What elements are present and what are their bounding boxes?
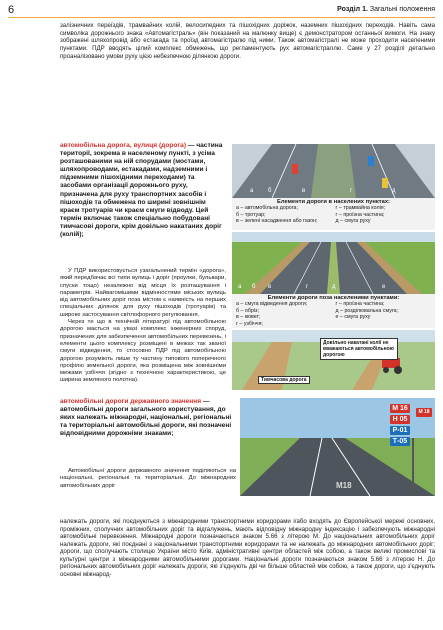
city-caption-item: а – автомобільна дорога; <box>236 205 298 212</box>
city-caption-item: д – смуга руху <box>335 218 371 225</box>
figure-rural-caption <box>232 294 435 328</box>
city-caption-title: Елементи дороги в населених пунктах: <box>277 199 390 205</box>
body-paragraph-2: Через те що в технічній літературі під автомобільною дорогою мається на увазі комплекс інженерних споруд, призначених для забезпечення автомобільних перевезень, і елементи цього комплексу розміщені в межах так званої смуги відведення, то стосовно ПДР під автомобільною дорогою розуміють лише ту частину типового поперечного профілю земельної дороги, яка розміщена між зовнішніми межами узбіччя (згідно з технічною характеристикою, це ширина земляного полотна). <box>60 319 226 384</box>
definition-road <box>60 142 226 239</box>
road-marking: М18 <box>336 481 352 490</box>
definition-state-roads <box>60 398 236 438</box>
city-label-c: в <box>302 188 306 194</box>
rural-label-f: е <box>382 284 386 290</box>
sign-m16: М 16 <box>390 404 410 413</box>
sign-h05: Н 05 <box>390 415 410 424</box>
city-caption-item: г – трамвайна колія; <box>335 205 386 212</box>
city-label-a: а <box>250 188 254 194</box>
rural-road-illustration <box>232 232 435 294</box>
section-label: Розділ 1. <box>337 6 368 13</box>
intro-text: залізничних переїздів, трамвайних колій, велосипедних та пішохідних доріжок, наземних пішохідних переходів. Навіть сама символіка дорожнього знака «Автомагістраль» (він показаний на малюнку вище) є демонстратором останньої вимоги. На знаку зображені шляхопровід або естакада та проїзд автомагістралю під ними. Також автомагістралі не може проходити населеними пунктами. ПДР вводять цілий комплекс обмежень, що регламентують рух автомагістраллю. Саме у 27 розділі детально проаналізовано умови руху цією небезпечною ділянкою дороги. <box>60 22 435 60</box>
city-caption-item: г – проїзна частина; <box>335 211 385 218</box>
state-paragraph-text: Автомобільні дороги державного значення поділяються на національні, регіональні та територіальні. До міжнародних автомобільних доріг <box>60 468 236 489</box>
definition-state-text: автомобільні дороги загального користування, до яких належать міжнародні, національні, регіональні та територіальні автомобільні дороги, які позначені відповідними дорожніми знаками; <box>60 406 232 438</box>
state-paragraph <box>60 468 236 490</box>
section-title: Загальні положення <box>369 6 435 13</box>
rural-caption-item: в – кювет; <box>236 314 261 321</box>
rural-caption-item: г – проїзна частина; <box>335 301 385 308</box>
full-width-paragraph <box>60 518 435 578</box>
header-rule <box>8 17 435 18</box>
rural-caption-title: Елементи дороги поза населеними пунктами: <box>267 295 400 301</box>
intro-paragraph <box>60 22 435 61</box>
full-paragraph-text: належать дороги, які поєднуються з міжнародними транспортними коридорами і/або входять до Європейської мережі основних, проміжних, сполучних автомобільних доріг та відгалужень, мають відповідну міжнародну індексацію і забезпечують міжнародні автомобільні перевезення. Міжнародні дороги позначаються знаком 5.66 з літерою М. До національних автомобільних доріг належать дороги, які поєднані з національними транспортними коридорами та не належать до міжнародних автомобільних доріг; дороги, що сполучають столицю України місто Київ, адміністративні центри областей між собою, а також великі промислові та культурні центри з міжнародними автомобільними дорогами. Національні дороги позначаються знаком 5.66 з літерою Н. До регіональних автомобільних доріг належать дороги, які з'єднують дві чи більше областей між собою, а також дороги, що з'єднують основні міжнарод- <box>60 518 435 578</box>
rural-caption-item: а – смуга відведення дороги; <box>236 301 308 308</box>
rural-caption-item: б – обрiз; <box>236 307 259 314</box>
figure-temporary-road <box>232 330 435 390</box>
definition-state-term: автомобільні дороги державного значення <box>60 398 202 405</box>
city-label-b: б <box>268 188 272 194</box>
rural-label-a: а <box>238 284 242 290</box>
figure-highway <box>240 398 435 496</box>
temporary-road-label: Тимчасова дорога <box>258 376 310 384</box>
rural-label-e: д <box>332 284 336 290</box>
definition-road-dash: — <box>186 142 195 149</box>
body-paragraph-1: У ПДР використовується узагальнений термін «дорога», який передбачає всі типи вулиць і доріг (проулки, бульвари, спуски тощо) незалежно від місця їх розташування і параметрів. Найвагомішими відмінностями міських вулиць від автомобільних доріг поза містом є наявність на перших спеціальних ділянок для руху пішоходів (тротуарів) та широке застосування світлофорного регулювання. <box>60 268 226 318</box>
city-caption-item: б – тротуар; <box>236 211 266 218</box>
sign-m18: М 18 <box>416 408 432 417</box>
rural-label-c: в <box>268 284 272 290</box>
city-caption-item: в – зелені насадження або газон; <box>236 218 318 225</box>
definition-state-dash: — <box>201 398 210 405</box>
figure-rural-road <box>232 232 435 294</box>
sign-p01: Р-01 <box>390 426 410 435</box>
figure-city-caption <box>232 198 435 230</box>
page-number: 6 <box>8 4 15 16</box>
city-label-e: д <box>392 188 396 194</box>
definition-road-term: автомобільна дорога, вулиця (дорога) <box>60 142 187 149</box>
rural-label-b: б <box>252 284 256 290</box>
rural-label-d: г <box>306 284 309 290</box>
city-label-d: г <box>350 188 353 194</box>
temporary-road-note: Довільно накатані колії не вважаються автомобільною дорогою <box>320 338 398 360</box>
running-head <box>337 6 435 13</box>
rural-caption-item: е – смуга руху <box>335 314 371 321</box>
city-road-illustration <box>232 144 435 198</box>
rural-caption-item: д – розділювальна смуга; <box>335 307 399 314</box>
rural-caption-item: г – узбіччя; <box>236 320 263 327</box>
figure-city-road <box>232 144 435 198</box>
sign-t05: Т-05 <box>390 437 410 446</box>
definition-road-text: частина території, зокрема в населеному пункті, з усіма розташованими на ній спорудами (мостами, шляхопроводами, естакадами, надземними і підземними пішохідними переходами) та засобами організації дорожнього руху, призначена для руху транспортних засобів і пішоходів та обмежена по ширині зовнішнім краєм тротуарів чи краєм смуги відводу. Цей термін включає також спеціально побудовані тимчасові дороги, крім довільно накатаних доріг (колій); <box>60 142 223 239</box>
body-column <box>60 268 226 385</box>
